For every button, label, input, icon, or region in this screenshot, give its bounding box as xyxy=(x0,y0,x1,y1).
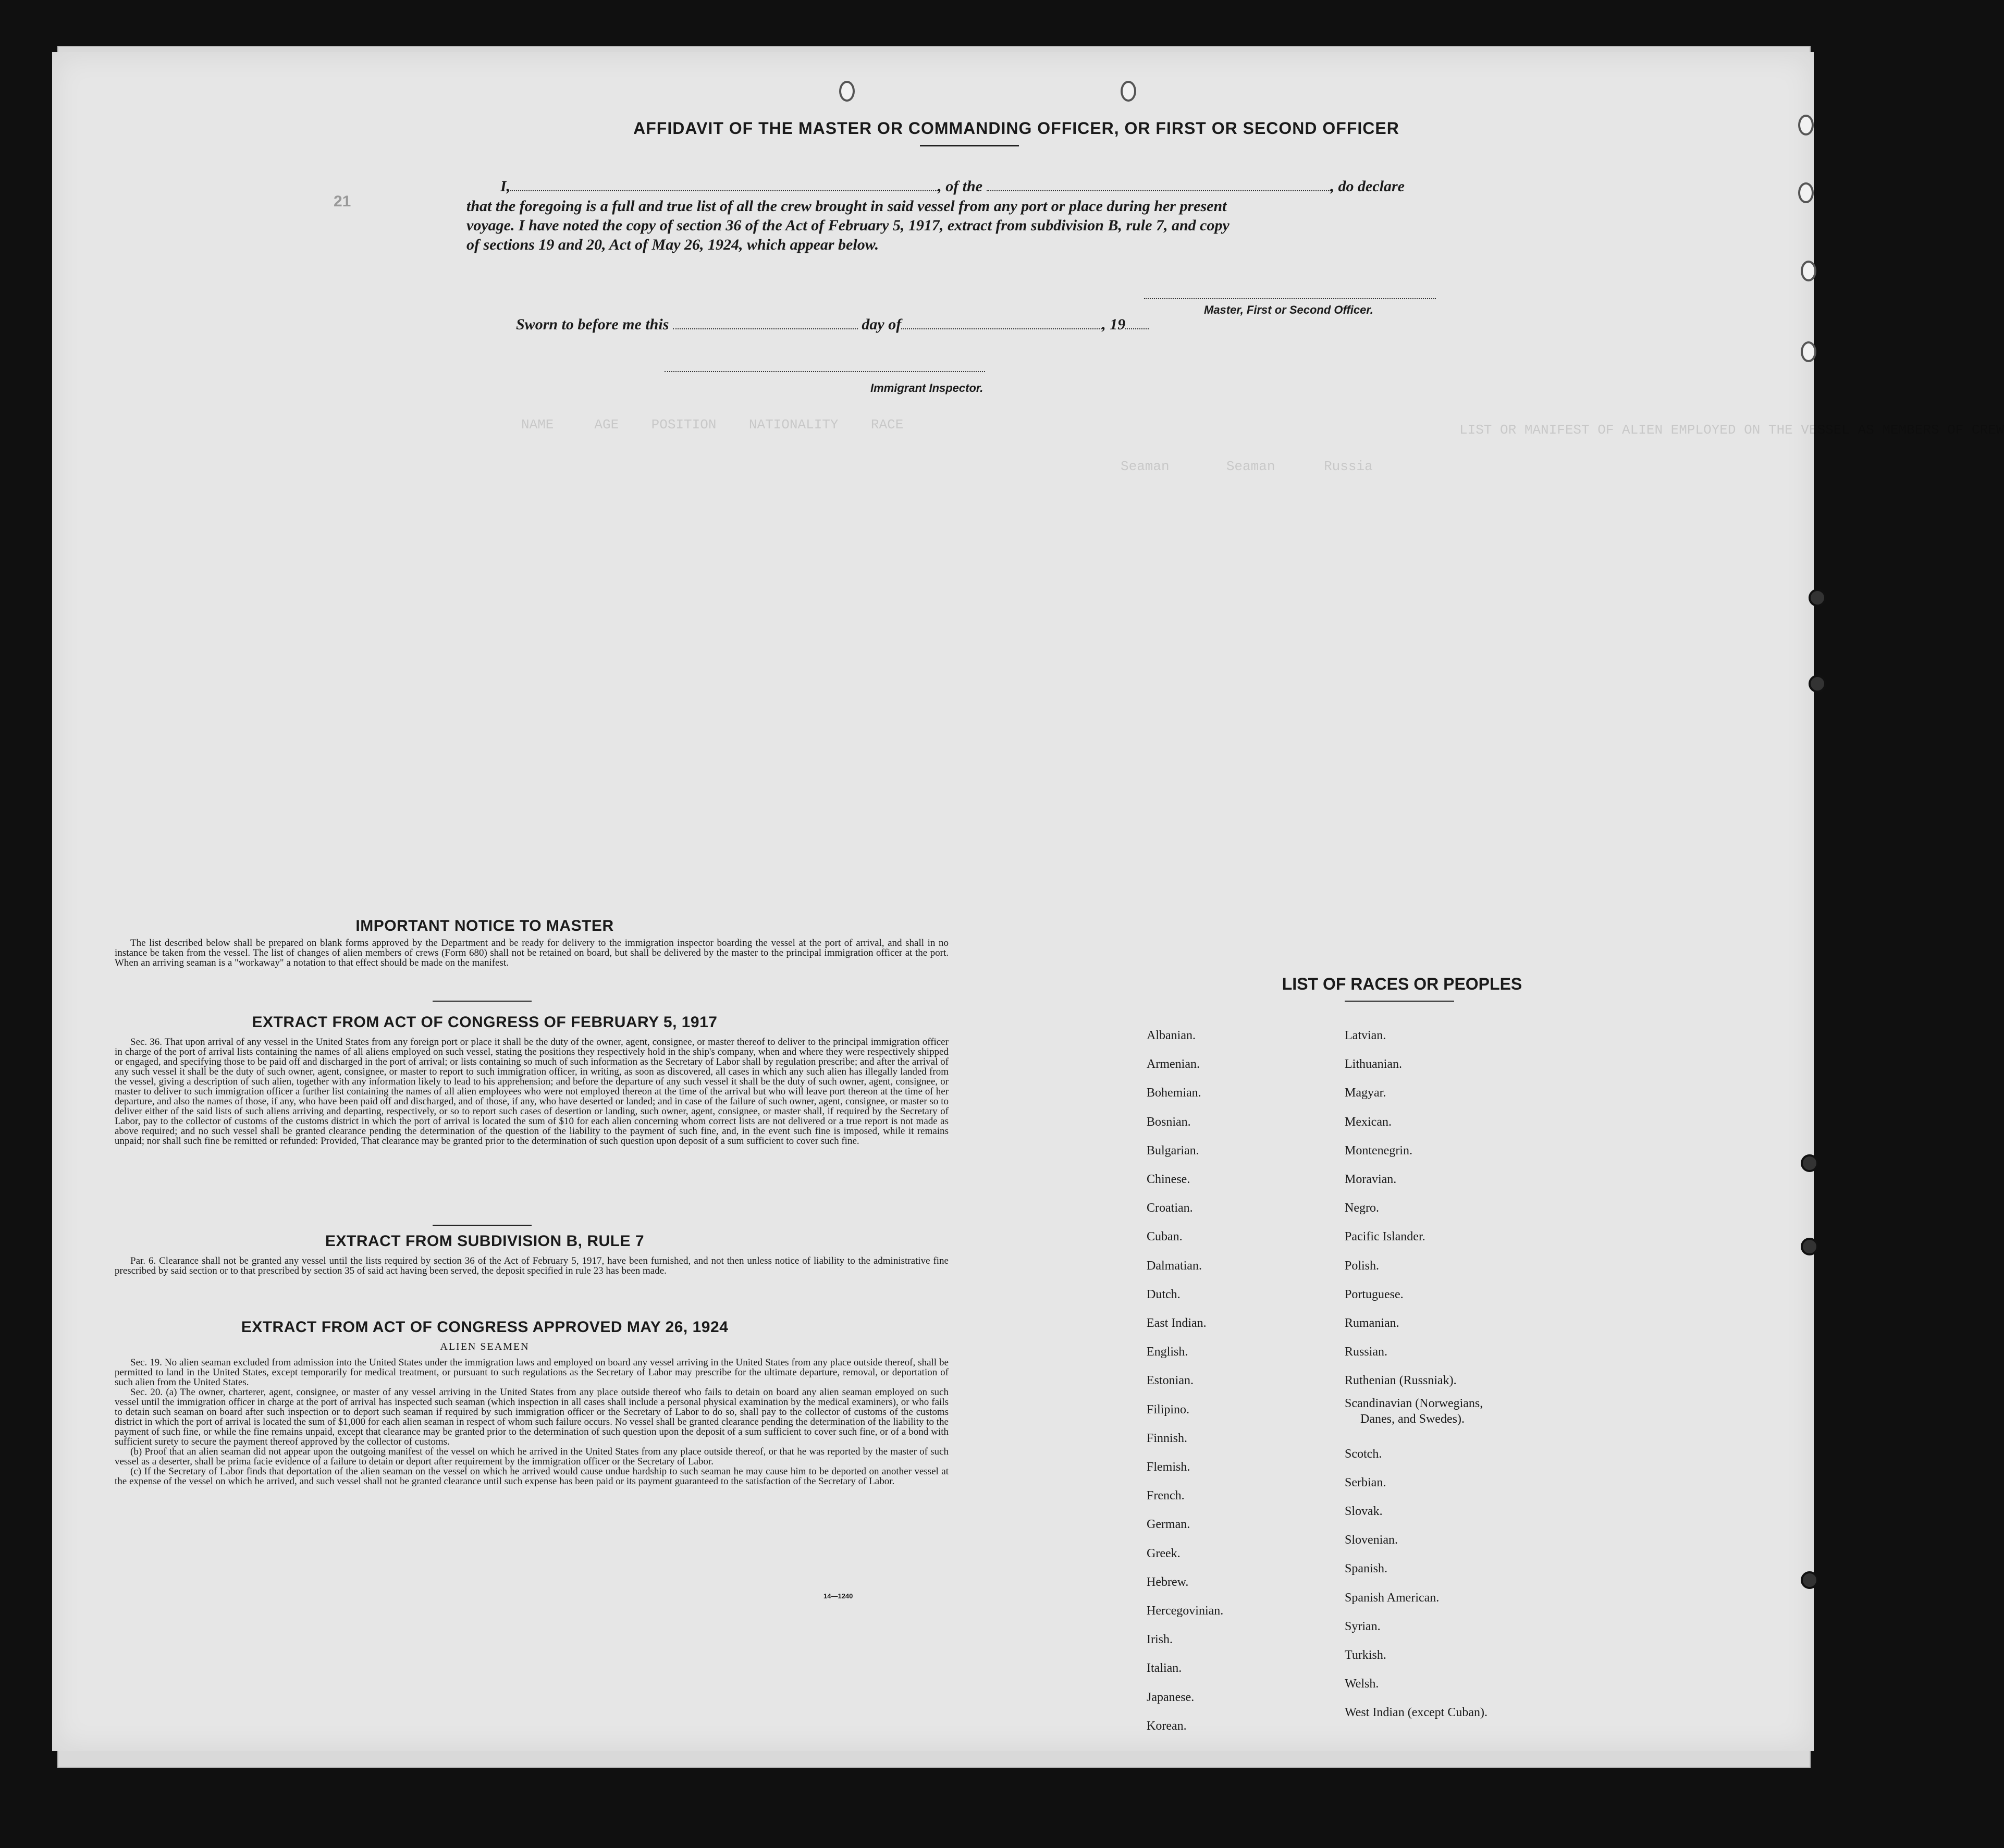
race-item: Rumanian. xyxy=(1345,1316,1399,1330)
race-item: Hercegovinian. xyxy=(1147,1604,1224,1618)
extract-1924-text xyxy=(115,1358,949,1486)
race-item: Irish. xyxy=(1147,1633,1173,1647)
race-item: Ruthenian (Russniak). xyxy=(1345,1374,1457,1388)
master-signature-line[interactable] xyxy=(1144,298,1436,300)
race-item: English. xyxy=(1147,1345,1188,1359)
vessel-name-field[interactable] xyxy=(987,190,1331,191)
punch-hole xyxy=(1801,1154,1818,1172)
race-item: Portuguese. xyxy=(1345,1287,1404,1301)
affidavit-line-4: of sections 19 and 20, Act of May 26, 1924, which appear below. xyxy=(466,236,879,253)
inspector-label: Immigrant Inspector. xyxy=(870,381,983,395)
sworn-month-field[interactable] xyxy=(901,328,1102,329)
race-item: German. xyxy=(1147,1518,1190,1532)
punch-hole xyxy=(1798,115,1814,135)
race-item: East Indian. xyxy=(1147,1316,1207,1330)
master-label: Master, First or Second Officer. xyxy=(1204,303,1373,316)
race-item: Filipino. xyxy=(1147,1402,1190,1416)
section-20a-paragraph: Sec. 20. (a) The owner, charterer, agent, consignee, or master of any vessel arriving in the United States from any place outside thereof who fails to detain on board any alien seaman employed on such vessel until the immigration officer in charge at the port of arrival has inspected such seaman (which inspection in all cases shall include a personal physical examination by the medical examiners), or who fails to detain such seaman on board after such inspection or to deport such seaman if required by such immigration officer or the Secretary of Labor to do so, shall pay to the collector of customs of the customs district in which the port of arrival is located the sum of $1,000 for each alien seaman in respect of whom such failure occurs. No vessel shall be granted clearance pending the determination of the liability to the payment of such fine, or while the fine remains unpaid, except that clearance may be granted prior to the determination of such question upon the deposit of a sum sufficient to cover such fine, or of a bond with sufficient surety to secure the payment thereof approved by the collector of customs. xyxy=(115,1387,949,1447)
race-item: Scandinavian (Norwegians, xyxy=(1345,1396,1483,1410)
year-text: , 19 xyxy=(1102,316,1126,333)
section-20c-paragraph: (c) If the Secretary of Labor finds that deportation of the alien seaman on the vessel on which he arrived would cause undue hardship to such seaman he may cause him to be deported on another vessel at the expense of the vessel on which he arrived, and such vessel shall not be granted clearance until such expense has been paid or its payment guaranteed to the satisfaction of the Secretary of Labor. xyxy=(115,1466,949,1487)
race-item: Chinese. xyxy=(1147,1173,1190,1187)
par-6-paragraph: Par. 6. Clearance shall not be granted any vessel until the lists required by section 36 of the Act of February 5, 1917, have been furnished, and not then unless notice of liability to the administrative fine prescribed by said section or to that prescribed by section 35 of said act having been served, the deposit specified in rule 23 has been made. xyxy=(115,1255,949,1276)
races-title-rule xyxy=(1345,1001,1454,1002)
race-item: Slovenian. xyxy=(1345,1533,1398,1547)
race-item: Serbian. xyxy=(1345,1475,1386,1489)
extract-1924-title: EXTRACT FROM ACT OF CONGRESS APPROVED MAY 26, 1924 xyxy=(241,1319,729,1336)
race-item: Syrian. xyxy=(1345,1619,1381,1633)
race-item: Flemish. xyxy=(1147,1460,1190,1474)
race-item: Moravian. xyxy=(1345,1173,1397,1187)
form-page xyxy=(52,52,2004,1751)
declarant-name-field[interactable] xyxy=(510,190,938,191)
inspector-signature-line[interactable] xyxy=(665,371,985,373)
sworn-text: Sworn to before me this xyxy=(516,316,669,333)
race-item: Estonian. xyxy=(1147,1374,1194,1388)
race-item: Greek. xyxy=(1147,1546,1181,1560)
notice-paragraph: The list described below shall be prepared on blank forms approved by the Department and be ready for delivery to the immigration inspector boarding the vessel at the port of arrival, and shall in no instance be taken from the vessel. The list of changes of alien members of crews (Form 680) shall not be retained on board, but shall be delivered by the master to the principal immigration officer at the port. When an arriving seaman is a "workaway" a notation to that effect should be made on the manifest. xyxy=(115,938,949,968)
races-title: LIST OF RACES OR PEOPLES xyxy=(1282,975,1522,993)
race-item: Dutch. xyxy=(1147,1287,1181,1301)
race-item: Spanish American. xyxy=(1345,1591,1440,1605)
race-item: Bosnian. xyxy=(1147,1115,1191,1129)
race-item: Slovak. xyxy=(1345,1505,1383,1519)
affidavit-declaration xyxy=(500,177,1532,196)
race-item: Cuban. xyxy=(1147,1230,1183,1244)
race-item: Italian. xyxy=(1147,1661,1182,1675)
race-item: Welsh. xyxy=(1345,1677,1379,1691)
declaration-start: I, xyxy=(500,178,511,195)
race-item: Pacific Islander. xyxy=(1345,1230,1425,1244)
race-item: Albanian. xyxy=(1147,1029,1196,1042)
punch-hole xyxy=(1809,675,1826,693)
race-item: Croatian. xyxy=(1147,1201,1193,1215)
punch-hole xyxy=(1801,1571,1818,1589)
punch-hole xyxy=(1801,341,1816,362)
margin-note: 21 xyxy=(334,193,351,210)
extract-rule7-title: EXTRACT FROM SUBDIVISION B, RULE 7 xyxy=(325,1233,645,1250)
race-item: Scotch. xyxy=(1345,1447,1382,1461)
race-item: Danes, and Swedes). xyxy=(1360,1412,1465,1426)
race-item: Bulgarian. xyxy=(1147,1143,1199,1157)
punch-hole xyxy=(1801,1238,1818,1255)
race-item: Hebrew. xyxy=(1147,1575,1189,1589)
section-19-paragraph: Sec. 19. No alien seaman excluded from admission into the United States under the immigration laws and employed on board any vessel arriving in the United States from any place outside thereof, shall be permitted to land in the United States, except temporarily for medical treatment, or pursuant to such regulations as the Secretary of Labor may prescribe for the ultimate departure, removal, or deportation of such alien from the United States. xyxy=(115,1357,949,1388)
race-item: Finnish. xyxy=(1147,1431,1188,1445)
sworn-day-field[interactable] xyxy=(673,328,858,329)
race-item: Russian. xyxy=(1345,1345,1388,1359)
sworn-line xyxy=(516,315,1298,334)
races-right-column xyxy=(1345,1021,1637,1728)
race-item: Montenegrin. xyxy=(1345,1143,1412,1157)
punch-hole xyxy=(1809,589,1826,607)
punch-hole xyxy=(1798,182,1814,203)
race-item: Armenian. xyxy=(1147,1057,1200,1071)
affidavit-title: AFFIDAVIT OF THE MASTER OR COMMANDING OFFICER, OR FIRST OR SECOND OFFICER xyxy=(633,119,1399,138)
punch-hole xyxy=(1801,261,1816,281)
of-the-text: , of the xyxy=(938,178,983,195)
race-item: Lithuanian. xyxy=(1345,1057,1402,1071)
bleed-through: LIST OR MANIFEST OF ALIEN EMPLOYED ON THE VESSEL AS MEMBERS OF CREW xyxy=(1459,422,2004,438)
section-36-paragraph: Sec. 36. That upon arrival of any vessel in the United States from any foreign port or place it shall be the duty of the owner, agent, consignee, or master thereof to deliver to the principal immigration officer in charge of the port of arrival lists containing the names of all aliens employed on such vessel, stating the positions they respectively hold in the ship's company, when and where they were respectively shipped or engaged, and specifying those to be paid off and discharged in the port of arrival; or lists containing so much of such information as the Secretary of Labor shall by regulation prescribe; and after the arrival of any such vessel it shall be the duty of such owner, agent, consignee, or master to report to such immigration officer, in writing, as soon as discovered, all cases in which any such alien has illegally landed from the vessel, giving a description of such alien, together with any information likely to lead to his apprehension; and before the departure of any such vessel it shall be the duty of such owner, agent, consignee, or master to deliver to such immigration officer a further list containing the names of all alien employees who were not employed thereon at the time of the arrival but who will leave port thereon at the time of her departure, and also the names of those, if any, who have been paid off and discharged, and of those, if any, who have deserted or landed; and in case of the failure of such owner, agent, consignee, or master so to deliver either of the said lists of such aliens arriving and departing, respectively, or so to report such cases of desertion or landing, such owner, agent, consignee, or master shall, if required by the Secretary of Labor, pay to the collector of customs of the customs district in which the port of arrival is located the sum of $10 for each alien concerning whom correct lists are not delivered or a true report is not made as above required; and no such vessel shall be granted clearance pending the determination of the question of the liability to the payment of such fine, and, in the event such fine is imposed, while it remains unpaid; nor shall such fine be remitted or refunded: Provided, That clearance may be granted prior to the determination of such question upon deposit of a sum sufficient to cover such fine. xyxy=(115,1037,949,1147)
race-item: Turkish. xyxy=(1345,1648,1386,1662)
race-item: West Indian (except Cuban). xyxy=(1345,1706,1487,1720)
punch-hole xyxy=(839,81,855,102)
affidavit-line-3: voyage. I have noted the copy of section 36 of the Act of February 5, 1917, extract from subdivision B, rule 7, and copy xyxy=(466,217,1230,234)
day-of-text: day of xyxy=(862,316,902,333)
race-item: Bohemian. xyxy=(1147,1086,1201,1100)
race-item: French. xyxy=(1147,1489,1185,1503)
title-rule xyxy=(920,145,1019,146)
race-item: Spanish. xyxy=(1345,1562,1388,1576)
extract-rule7-text xyxy=(115,1256,949,1276)
section-rule xyxy=(433,1225,532,1226)
race-item: Dalmatian. xyxy=(1147,1259,1202,1273)
race-item: Polish. xyxy=(1345,1259,1380,1273)
bleed-through: NAME AGE POSITION NATIONALITY RACE xyxy=(521,417,904,433)
race-item: Latvian. xyxy=(1345,1029,1386,1042)
bleed-through: Seaman Seaman Russia xyxy=(1121,459,1373,474)
section-20b-paragraph: (b) Proof that an alien seaman did not appear upon the outgoing manifest of the vessel on which he arrived in the United States from any place outside thereof, or that he was reported by the master of such vessel as a deserter, shall be prima facie evidence of a failure to detain or deport after requirement by the immigration officer or the Secretary of Labor. xyxy=(115,1446,949,1467)
race-item: Korean. xyxy=(1147,1719,1187,1733)
form-number: 14—1240 xyxy=(823,1592,853,1600)
race-item: Japanese. xyxy=(1147,1690,1195,1704)
sworn-year-field[interactable] xyxy=(1125,328,1149,329)
race-item: Magyar. xyxy=(1345,1086,1386,1100)
section-rule xyxy=(433,1001,532,1002)
notice-title: IMPORTANT NOTICE TO MASTER xyxy=(355,917,614,934)
do-declare-text: , do declare xyxy=(1330,178,1405,195)
races-left-column xyxy=(1147,1021,1345,1741)
alien-seamen-subtitle: ALIEN SEAMEN xyxy=(440,1341,530,1352)
punch-hole xyxy=(1121,81,1136,102)
extract-1917-title: EXTRACT FROM ACT OF CONGRESS OF FEBRUARY 5, 1917 xyxy=(252,1014,718,1031)
extract-1917-text xyxy=(115,1037,949,1146)
affidavit-line-2: that the foregoing is a full and true list of all the crew brought in said vessel from any port or place during her present xyxy=(466,198,1227,215)
race-item: Mexican. xyxy=(1345,1115,1392,1129)
race-item: Negro. xyxy=(1345,1201,1379,1215)
notice-text xyxy=(115,938,949,968)
